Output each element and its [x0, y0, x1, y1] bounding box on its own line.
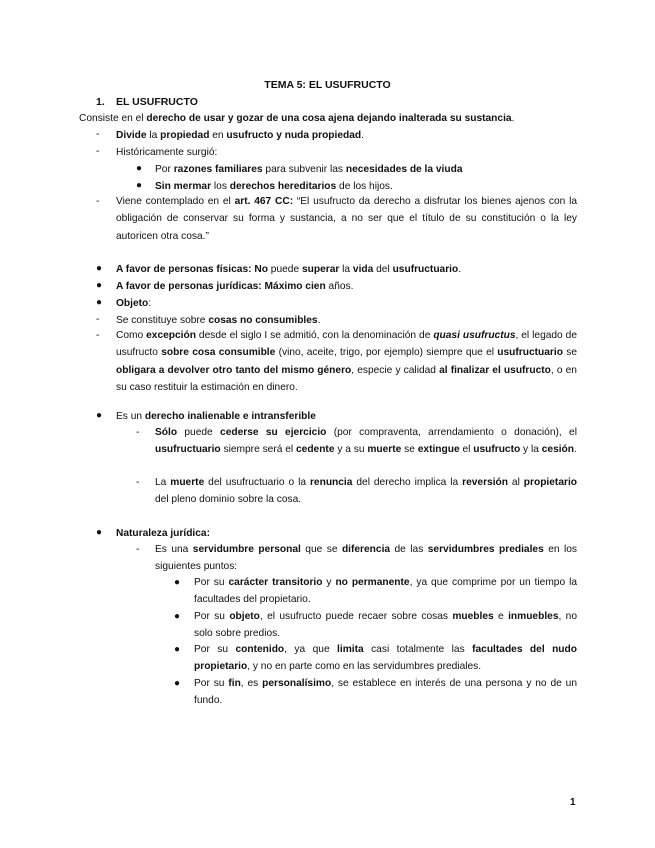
text-bold: reversión	[462, 477, 508, 488]
dash-marker: -	[96, 196, 100, 207]
point-1-paragraph	[194, 574, 577, 609]
text: se	[401, 444, 418, 456]
page-number: 1	[570, 797, 576, 808]
text: en	[209, 130, 227, 141]
text: , el usufructo puede recaer sobre cosas	[259, 611, 453, 622]
exception-paragraph	[116, 327, 577, 396]
exercise-paragraph	[155, 424, 577, 459]
text: .	[574, 444, 577, 456]
text-bold: muebles	[452, 611, 494, 622]
bullet-icon: ●	[96, 297, 103, 308]
text-bold: contenido	[235, 644, 285, 655]
text-bold: usufructo	[473, 444, 521, 456]
text: la	[339, 264, 353, 275]
text: .	[458, 264, 462, 275]
text: desde el siglo I se admitió, con la denominación de	[195, 330, 434, 341]
text: , el legado de usufructo	[116, 330, 577, 359]
section-heading	[96, 96, 198, 108]
text: del	[373, 264, 393, 275]
text: Por su	[194, 644, 236, 655]
text: y a su	[334, 444, 368, 456]
text: , o en su caso restituir la estimación en dinero.	[116, 364, 577, 393]
text-bold: Sólo	[155, 427, 178, 438]
text-bold: carácter transitorio	[228, 577, 323, 588]
text-bold: razones familiares	[173, 164, 263, 175]
text-bold: usufructo y nuda propiedad	[226, 130, 362, 141]
consumables-line	[116, 314, 320, 327]
text-bold: usufructuario	[392, 264, 459, 275]
text-bold: usufructuario	[497, 347, 563, 359]
text: .	[361, 130, 364, 141]
text: la	[146, 130, 161, 141]
text: .	[511, 113, 515, 124]
text: puede	[267, 264, 302, 275]
text-bold: objeto	[229, 611, 260, 622]
text-bold: cedente	[295, 444, 335, 456]
text-bold: fin	[228, 678, 241, 689]
text: del usufructuario o la	[204, 477, 310, 488]
bullet-icon: ●	[174, 577, 181, 588]
bullet-icon: ●	[136, 180, 143, 191]
dash-marker: -	[136, 544, 140, 555]
text: Consiste en el	[79, 113, 147, 124]
text: .	[317, 315, 321, 326]
bullet-icon: ●	[96, 410, 103, 421]
dash-marker: -	[96, 314, 100, 325]
text-bold: usufructuario	[155, 444, 221, 456]
bullet-icon: ●	[174, 678, 181, 689]
text-bold: art. 467 CC:	[234, 196, 294, 207]
text: , especie y calidad	[351, 364, 440, 376]
text-bold: renuncia	[309, 477, 353, 488]
text-bold: personalísimo	[262, 678, 332, 689]
bullet-icon: ●	[174, 611, 181, 622]
text: Por su	[194, 577, 229, 588]
object-line	[116, 297, 151, 310]
text-bold: A favor de personas físicas:	[116, 264, 252, 275]
text: , ya que comprime por un tiempo la facultades del propietario.	[194, 577, 578, 606]
text: puede	[177, 427, 221, 438]
section-title: EL USUFRUCTO	[116, 96, 198, 108]
text: Como	[116, 330, 147, 341]
text: los	[211, 181, 230, 192]
text: Por	[155, 164, 174, 175]
article-paragraph	[116, 193, 577, 245]
definition-line	[79, 112, 514, 125]
text-bold: Divide	[116, 130, 147, 141]
text-bold: cederse su ejercicio	[220, 427, 327, 438]
text: de las	[390, 544, 428, 555]
text-bold: derecho inalienable e intransferible	[144, 411, 316, 422]
text-bold: Naturaleza jurídica:	[116, 528, 210, 539]
point-3-paragraph	[194, 641, 577, 676]
text-bold: limita	[337, 644, 364, 655]
history-line: Históricamente surgió:	[116, 147, 218, 158]
dash-marker: -	[136, 427, 140, 438]
text: del pleno dominio sobre la cosa.	[155, 494, 302, 506]
text-bold: obligara a devolver otro tanto del mismo género	[116, 364, 352, 376]
text: Es una	[155, 544, 193, 555]
text: se	[562, 347, 577, 359]
text: :	[148, 298, 152, 309]
text-bold: Máximo cien	[264, 281, 326, 292]
text: para subvenir las	[262, 164, 346, 175]
text: que se	[300, 544, 342, 555]
text: y la	[520, 444, 542, 456]
text: Se constituye sobre	[116, 315, 209, 326]
text: , es	[240, 678, 263, 689]
point-4-paragraph	[194, 675, 577, 710]
text: y	[322, 577, 336, 588]
text-bold: cesión	[541, 444, 575, 456]
text-bold: diferencia	[341, 544, 391, 555]
text: “El usufructo da derecho a disfrutar los bienes ajenos con la obligación de conservar su forma y sustancia, a no ser que el título de su constitución o la ley autoricen otra cosa.”	[116, 196, 577, 242]
text: , ya que	[284, 644, 338, 655]
text: del derecho implica la	[352, 477, 463, 488]
text: de los hijos.	[336, 181, 393, 192]
text-bold: Objeto	[116, 298, 149, 309]
text-bold: superar	[301, 264, 340, 275]
dash-marker: -	[136, 477, 140, 488]
text: casi totalmente las	[363, 644, 473, 655]
natural-persons-line	[116, 263, 461, 276]
text: (vino, aceite, trigo, por ejemplo) siempre que el	[275, 347, 498, 359]
text-bold: derechos hereditarios	[229, 181, 337, 192]
text-bold: Sin mermar	[155, 181, 212, 192]
text-bold: No	[254, 264, 268, 275]
text: , se establece en interés de una persona y no de un fundo.	[194, 678, 577, 707]
text: (por compraventa, arrendamiento o donación), el	[326, 427, 577, 438]
text-bold: inmuebles	[508, 611, 559, 622]
text-bold: cosas no consumibles	[208, 315, 318, 326]
text: el	[459, 444, 474, 456]
text-bold: necesidades de la viuda	[345, 164, 463, 175]
text-bold: propietario	[523, 477, 578, 488]
text: La	[155, 477, 171, 488]
text-bold: extingue	[417, 444, 460, 456]
legal-persons-line	[116, 280, 353, 293]
text-bold: sobre cosa consumible	[161, 347, 276, 359]
text-bold: servidumbre personal	[192, 544, 301, 555]
text-bold: derecho de usar y gozar de una cosa ajena dejando inalterada su sustancia	[146, 113, 512, 124]
legal-nature-line	[116, 527, 210, 540]
divide-line	[116, 129, 364, 142]
bullet-icon: ●	[96, 263, 103, 274]
text-bold: excepción	[146, 330, 196, 341]
text: siempre será el	[220, 444, 296, 456]
bullet-icon: ●	[96, 527, 103, 538]
text-bold: muerte	[367, 444, 402, 456]
text: Viene contemplado en el	[116, 196, 235, 207]
text: , y no en parte como en las servidumbres prediales.	[247, 661, 482, 673]
bullet-icon: ●	[96, 280, 103, 291]
text-bold: al finalizar el usufructo	[439, 364, 551, 376]
bullet-icon: ●	[136, 163, 143, 174]
text-bold: no permanente	[335, 577, 410, 588]
text-bold: servidumbres prediales	[427, 544, 544, 555]
text: , no solo sobre predios.	[194, 611, 578, 640]
history-item-2	[155, 180, 393, 193]
text-bold: propiedad	[160, 130, 210, 141]
text: Por su	[194, 611, 230, 622]
text-bold: facultades del nudo propietario	[194, 644, 577, 673]
dash-marker: -	[96, 330, 100, 341]
text: años.	[325, 281, 354, 292]
text-bold: vida	[352, 264, 374, 275]
history-item-1	[155, 163, 463, 176]
point-2-paragraph	[194, 608, 577, 643]
section-number: 1.	[96, 96, 105, 108]
dash-marker: -	[96, 129, 100, 140]
text: e	[493, 611, 509, 622]
inalienable-line	[116, 410, 316, 423]
text: Es un	[116, 411, 145, 422]
text: al	[508, 477, 524, 488]
text-bold: muerte	[170, 477, 205, 488]
document-title: TEMA 5: EL USUFRUCTO	[264, 79, 391, 91]
dash-marker: -	[96, 146, 100, 157]
servitude-paragraph	[155, 541, 577, 576]
text: Por su	[194, 678, 229, 689]
text: en los siguientes puntos:	[155, 544, 578, 573]
reversion-paragraph	[155, 474, 577, 509]
text-bold: A favor de personas jurídicas:	[116, 281, 262, 292]
text-bold-italic: quasi usufructus	[433, 330, 516, 341]
bullet-icon: ●	[174, 644, 181, 655]
